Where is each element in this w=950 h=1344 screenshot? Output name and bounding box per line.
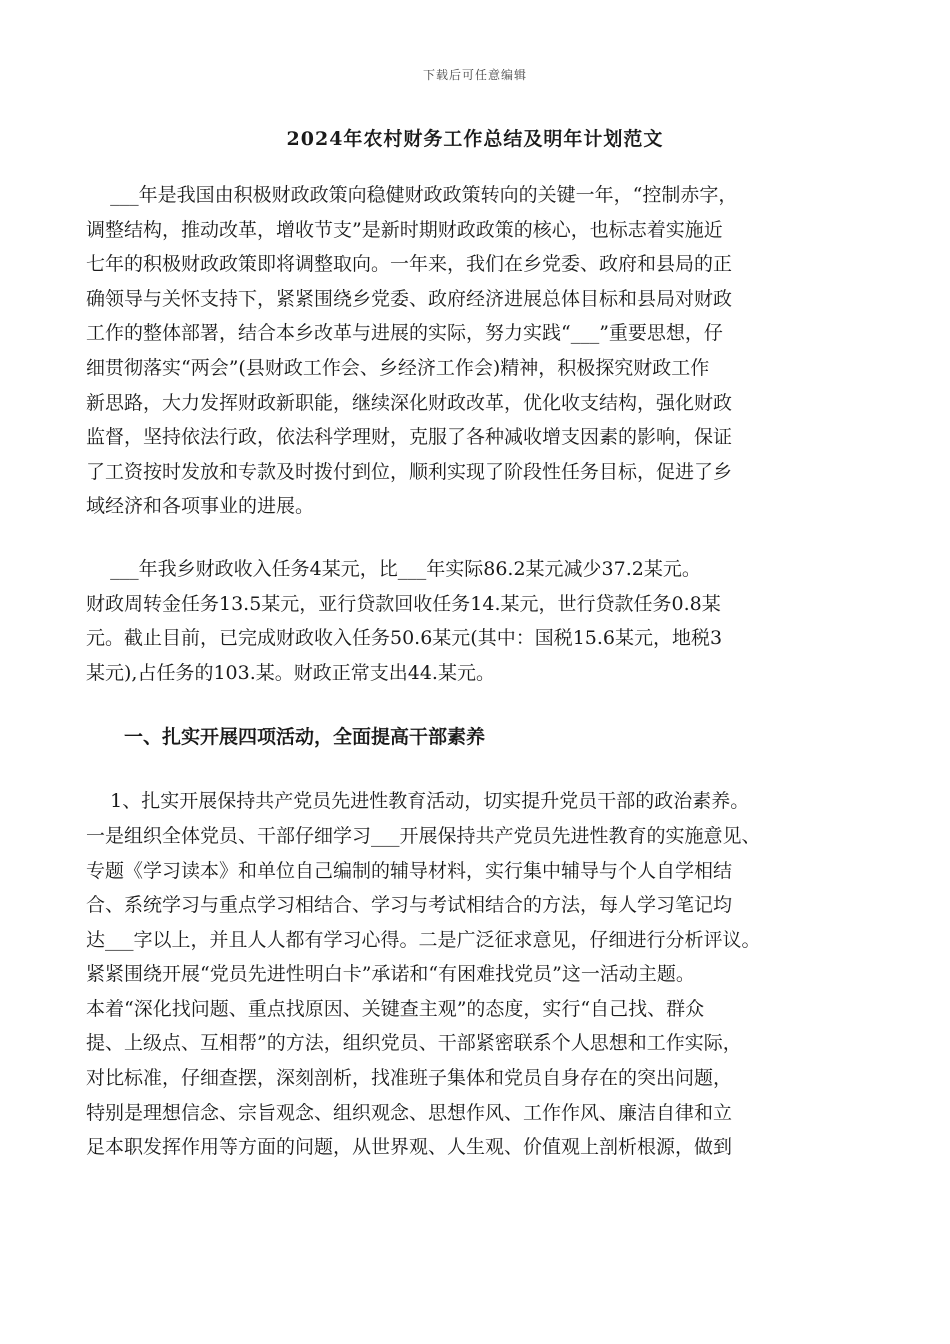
text-line: 合、系统学习与重点学习相结合、学习与考试相结合的方法，每人学习笔记均 [86, 894, 733, 917]
paragraph-intro [86, 178, 882, 524]
text-line: 七年的积极财政政策即将调整取向。一年来，我们在乡党委、政府和县局的正 [86, 253, 733, 276]
text-line: 元。截止目前，已完成财政收入任务50.6某元(其中：国税15.6某元，地税3 [86, 627, 723, 650]
paragraph-gap [86, 524, 882, 552]
text-line: 细贯彻落实“两会”(县财政工作会、乡经济工作会)精神，积极探究财政工作 [86, 356, 710, 379]
text-line: 财政周转金任务13.5某元，亚行贷款回收任务14.某元，世行贷款任务0.8某 [86, 592, 721, 615]
text-line: 达___字以上，并且人人都有学习心得。二是广泛征求意见，仔细进行分析评议。 [86, 928, 761, 951]
text-line: 新思路，大力发挥财政新职能，继续深化财政改革，优化收支结构，强化财政 [86, 391, 733, 414]
paragraph-gap [86, 754, 882, 784]
paragraph-revenue [86, 552, 882, 690]
text-line: 监督，坚持依法行政，依法科学理财，克服了各种减收增支因素的影响，保证 [86, 426, 733, 449]
text-line: ___年我乡财政收入任务4某元，比___年实际86.2某元减少37.2某元。 [86, 557, 701, 580]
text-line: 某元),占任务的103.某。财政正常支出44.某元。 [86, 661, 495, 684]
text-line: 工作的整体部署，结合本乡改革与进展的实际，努力实践“___”重要思想，仔 [86, 322, 723, 345]
text-line: 一是组织全体党员、干部仔细学习___开展保持共产党员先进性教育的实施意见、 [86, 824, 761, 847]
text-line: 特别是理想信念、宗旨观念、组织观念、思想作风、工作作风、廉洁自律和立 [86, 1101, 733, 1124]
paragraph-activities [86, 784, 882, 1165]
text-line: 提、上级点、互相帮”的方法，组织党员、干部紧密联系个人思想和工作实际， [86, 1032, 742, 1055]
text-line: 确领导与关怀支持下，紧紧围绕乡党委、政府经济进展总体目标和县局对财政 [86, 287, 733, 310]
text-line: 了工资按时发放和专款及时拨付到位，顺利实现了阶段性任务目标，促进了乡 [86, 460, 733, 483]
text-line: ___年是我国由积极财政政策向稳健财政政策转向的关键一年，“控制赤字， [86, 184, 738, 206]
header-note: 下载后可任意编辑 [422, 68, 527, 82]
document-body [86, 178, 882, 1165]
text-line: 足本职发挥作用等方面的问题，从世界观、人生观、价值观上剖析根源，做到 [86, 1136, 733, 1159]
text-line: 本着“深化找问题、重点找原因、关键查主观”的态度，实行“自己找、群众 [86, 997, 705, 1020]
paragraph-gap [86, 690, 882, 720]
text-line: 专题《学习读本》和单位自己编制的辅导材料，实行集中辅导与个人自学相结 [86, 859, 733, 882]
text-line: 对比标准，仔细查摆，深刻剖析，找准班子集体和党员自身存在的突出问题， [86, 1067, 733, 1090]
text-line: 调整结构，推动改革，增收节支”是新时期财政政策的核心，也标志着实施近 [86, 218, 723, 241]
text-line: 紧紧围绕开展“党员先进性明白卡”承诺和“有困难找党员”这一活动主题。 [86, 963, 695, 986]
text-line: 域经济和各项事业的进展。 [86, 495, 315, 518]
section-heading: 一、扎实开展四项活动，全面提高干部素养 [124, 726, 486, 749]
document-title: 2024年农村财务工作总结及明年计划范文 [286, 128, 664, 150]
text-line: 1、扎实开展保持共产党员先进性教育活动，切实提升党员干部的政治素养。 [86, 790, 750, 813]
